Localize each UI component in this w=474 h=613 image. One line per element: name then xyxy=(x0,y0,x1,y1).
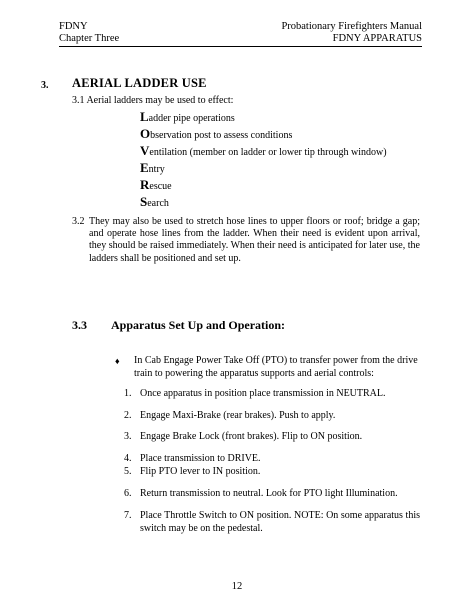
step-number: 6. xyxy=(124,488,132,499)
subsection-title: Apparatus Set Up and Operation: xyxy=(111,318,286,332)
acronym-letter: R xyxy=(140,177,150,192)
step-text: Flip PTO lever to IN position. xyxy=(140,466,261,477)
acronym-text: escue xyxy=(149,181,172,192)
step-text: Engage Maxi-Brake (rear brakes). Push to apply. xyxy=(140,410,336,421)
step-text: Engage Brake Lock (front brakes). Flip to ON position. xyxy=(140,431,363,442)
step-text: Once apparatus in position place transmission in NEUTRAL. xyxy=(140,388,386,399)
header-divider xyxy=(59,46,422,47)
acronym-item-entry xyxy=(140,162,165,176)
header-chapter: Chapter Three xyxy=(59,33,120,44)
header-org: FDNY xyxy=(59,21,88,32)
header-manual-title: Probationary Firefighters Manual xyxy=(281,21,422,32)
step-text: Return transmission to neutral. Look for PTO light Illumination. xyxy=(140,488,398,499)
section-title: AERIAL LADDER USE xyxy=(72,76,207,90)
paragraph-text: They may also be used to stretch hose lines to upper floors or roof; bridge a gap; and operate hose lines from the ladder. When their need is evident upon arrival, they should be raised immediately. When their need is anticipated for later use, the ladders shall be positioned and set up. xyxy=(89,216,420,264)
section-number: 3. xyxy=(41,80,49,91)
acronym-letter: S xyxy=(140,194,148,209)
section-intro: 3.1 Aerial ladders may be used to effect: xyxy=(72,95,234,106)
step-text: Place transmission to DRIVE. xyxy=(140,453,261,464)
page-number: 12 xyxy=(231,581,243,592)
acronym-item-ventilation xyxy=(140,145,387,159)
step-text: Place Throttle Switch to ON position. NOTE: On some apparatus this switch may be on the pedestal. xyxy=(140,510,420,534)
subsection-number: 3.3 xyxy=(72,318,87,332)
header-left xyxy=(59,21,119,45)
step-number: 1. xyxy=(124,388,132,399)
paragraph-3-2 xyxy=(72,216,420,265)
step-number: 5. xyxy=(124,466,132,477)
acronym-text: bservation post to assess conditions xyxy=(150,130,293,141)
acronym-letter: V xyxy=(140,143,150,158)
acronym-text: earch xyxy=(147,198,169,209)
acronym-text: ntry xyxy=(148,164,165,175)
acronym-letter: E xyxy=(140,160,149,175)
paragraph-label: 3.2 xyxy=(72,216,85,227)
step-number: 7. xyxy=(124,510,132,521)
acronym-item-observation xyxy=(140,128,292,142)
bullet-text: In Cab Engage Power Take Off (PTO) to transfer power from the drive train to powering the apparatus supports and aerial controls: xyxy=(134,355,418,379)
acronym-letter: O xyxy=(140,126,151,141)
step-number: 2. xyxy=(124,410,132,421)
acronym-item-rescue xyxy=(140,179,172,193)
diamond-bullet-icon: ♦ xyxy=(115,356,120,366)
header-right xyxy=(281,21,422,45)
acronym-text: adder pipe operations xyxy=(148,113,235,124)
acronym-text: entilation (member on ladder or lower tip through window) xyxy=(149,147,387,158)
step-number: 4. xyxy=(124,453,132,464)
acronym-item-search xyxy=(140,196,169,210)
step-number: 3. xyxy=(124,431,132,442)
header-chapter-title: FDNY APPARATUS xyxy=(332,33,422,44)
acronym-letter: L xyxy=(140,109,149,124)
acronym-item-ladder xyxy=(140,111,235,125)
